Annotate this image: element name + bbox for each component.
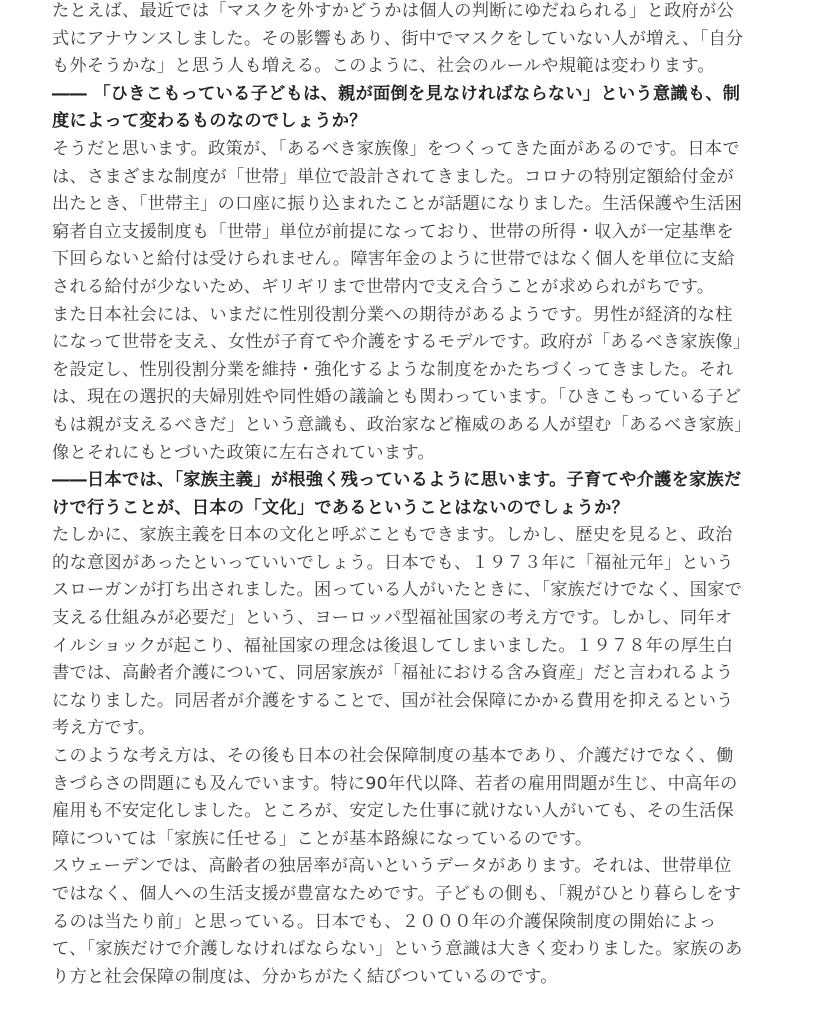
- text-line: たしかに、家族主義を日本の文化と呼ぶこともできます。しかし、歴史を見ると、政治: [52, 525, 733, 546]
- text-line: り方と社会保障の制度は、分かちがたく結びついているのです。: [52, 966, 558, 987]
- text-line: また日本社会には、いまだに性別役割分業への期待があるようです。男性が経済的な柱: [52, 304, 733, 325]
- paragraph-sweden: [52, 853, 787, 991]
- text-line: 下回らないと給付は受けられません。障害年金のように世帯ではなく個人を単位に支給: [52, 249, 736, 270]
- question-line: ――日本では、「家族主義」が根強く残っているように思います。子育てや介護を家族だ: [52, 470, 742, 491]
- text-line: 障については「家族に任せる」ことが基本路線になっているのです。: [52, 828, 593, 849]
- paragraph-gender-roles: [52, 302, 787, 468]
- text-line: 考え方です。: [52, 718, 156, 739]
- text-line: も外そうかな」と思う人も増える。このように、社会のルールや規範は変わります。: [52, 56, 715, 77]
- text-line: ではなく、個人への生活支援が豊富なためです。子どもの側も、「親がひとり暮らしをす: [52, 884, 742, 904]
- text-line: 出たとき、「世帯主」の口座に振り込まれたことが話題になりました。生活保護や生活困: [52, 194, 743, 215]
- text-line: 書では、高齢者介護について、同居家族が「福祉における含み資産」だと言われるよう: [52, 663, 734, 684]
- text-line: 支える仕組みが必要だ」という、ヨーロッパ型福祉国家の考え方です。しかし、同年オ: [52, 608, 733, 629]
- text-line: このような考え方は、その後も日本の社会保障制度の基本であり、介護だけでなく、働: [52, 746, 734, 767]
- text-line: て、「家族だけで介護しなければならない」という意識は大きく変わりました。家族のあ: [52, 939, 743, 960]
- text-line: を設定し、性別役割分業を維持・強化するような制度をかたちづくってきました。それ: [52, 359, 734, 380]
- article-body: [52, 0, 787, 991]
- interview-question-1: [52, 81, 787, 136]
- question-line: けで行うことが、日本の「文化」であるということはないのでしょうか？: [52, 497, 630, 518]
- text-line: イルショックが起こり、福祉国家の理念は後退してしまいました。１９７８年の厚生白: [52, 635, 734, 656]
- text-line: は、さまざまな制度が「世帯」単位で設計されてきました。コロナの特別定額給付金が: [52, 166, 735, 187]
- text-line: 窮者自立支援制度も「世帯」単位が前提になっており、世帯の所得・収入が一定基準を: [52, 221, 735, 242]
- question-line: ―― 「ひきこもっている子どもは、親が面倒を見なければならない」という意識も、制: [52, 83, 741, 104]
- text-line: スウェーデンでは、高齢者の独居率が高いというデータがあります。それは、世帯単位: [52, 856, 732, 877]
- text-line: たとえば、最近では「マスクを外すかどうかは個人の判断にゆだねられる」と政府が公: [52, 1, 735, 21]
- text-line: になりました。同居者が介護をすることで、国が社会保障にかかる費用を抑えるという: [52, 690, 734, 711]
- interview-question-2: [52, 467, 787, 522]
- text-line: もは親が支えるべきだ」という意識も、政治家など権威のある人が望む「あるべき家族」: [52, 414, 752, 435]
- text-line: になって世帯を支え、女性が子育てや介護をするモデルです。政府が「あるべき家族像」: [52, 332, 751, 353]
- text-line: きづらさの問題にも及んでいます。特に90年代以降、若者の雇用問題が生じ、中高年の: [52, 773, 738, 794]
- paragraph-welfare-history: [52, 522, 787, 743]
- paragraph-employment: [52, 743, 787, 853]
- question-line: 度によって変わるものなのでしょうか？: [52, 111, 367, 132]
- text-line: 像とそれにもとづいた政策に左右されています。: [52, 442, 436, 463]
- paragraph-mask-rules: [52, 0, 787, 81]
- paragraph-household-unit: [52, 136, 787, 302]
- text-line: スローガンが打ち出されました。困っている人がいたときに、「家族だけでなく、国家で: [52, 580, 743, 601]
- text-line: 的な意図があったといっていいでしょう。日本でも、１９７３年に「福祉元年」という: [52, 552, 734, 573]
- text-line: は、現在の選択的夫婦別姓や同性婚の議論とも関わっています。「ひきこもっている子ど: [52, 387, 742, 408]
- text-line: そうだと思います。政策が、「あるべき家族像」をつくってきた面があるのです。日本で: [52, 138, 740, 159]
- text-line: 式にアナウンスしました。その影響もあり、街中でマスクをしていない人が増え、「自分: [52, 28, 744, 49]
- text-line: 雇用も不安定化しました。ところが、安定した仕事に就けない人がいても、その生活保: [52, 801, 735, 822]
- text-line: される給付が少ないため、ギリギリまで世帯内で支え合うことが求められがちです。: [52, 276, 715, 297]
- text-line: るのは当たり前」と思っている。日本でも、２０００年の介護保険制度の開始によっ: [52, 911, 717, 932]
